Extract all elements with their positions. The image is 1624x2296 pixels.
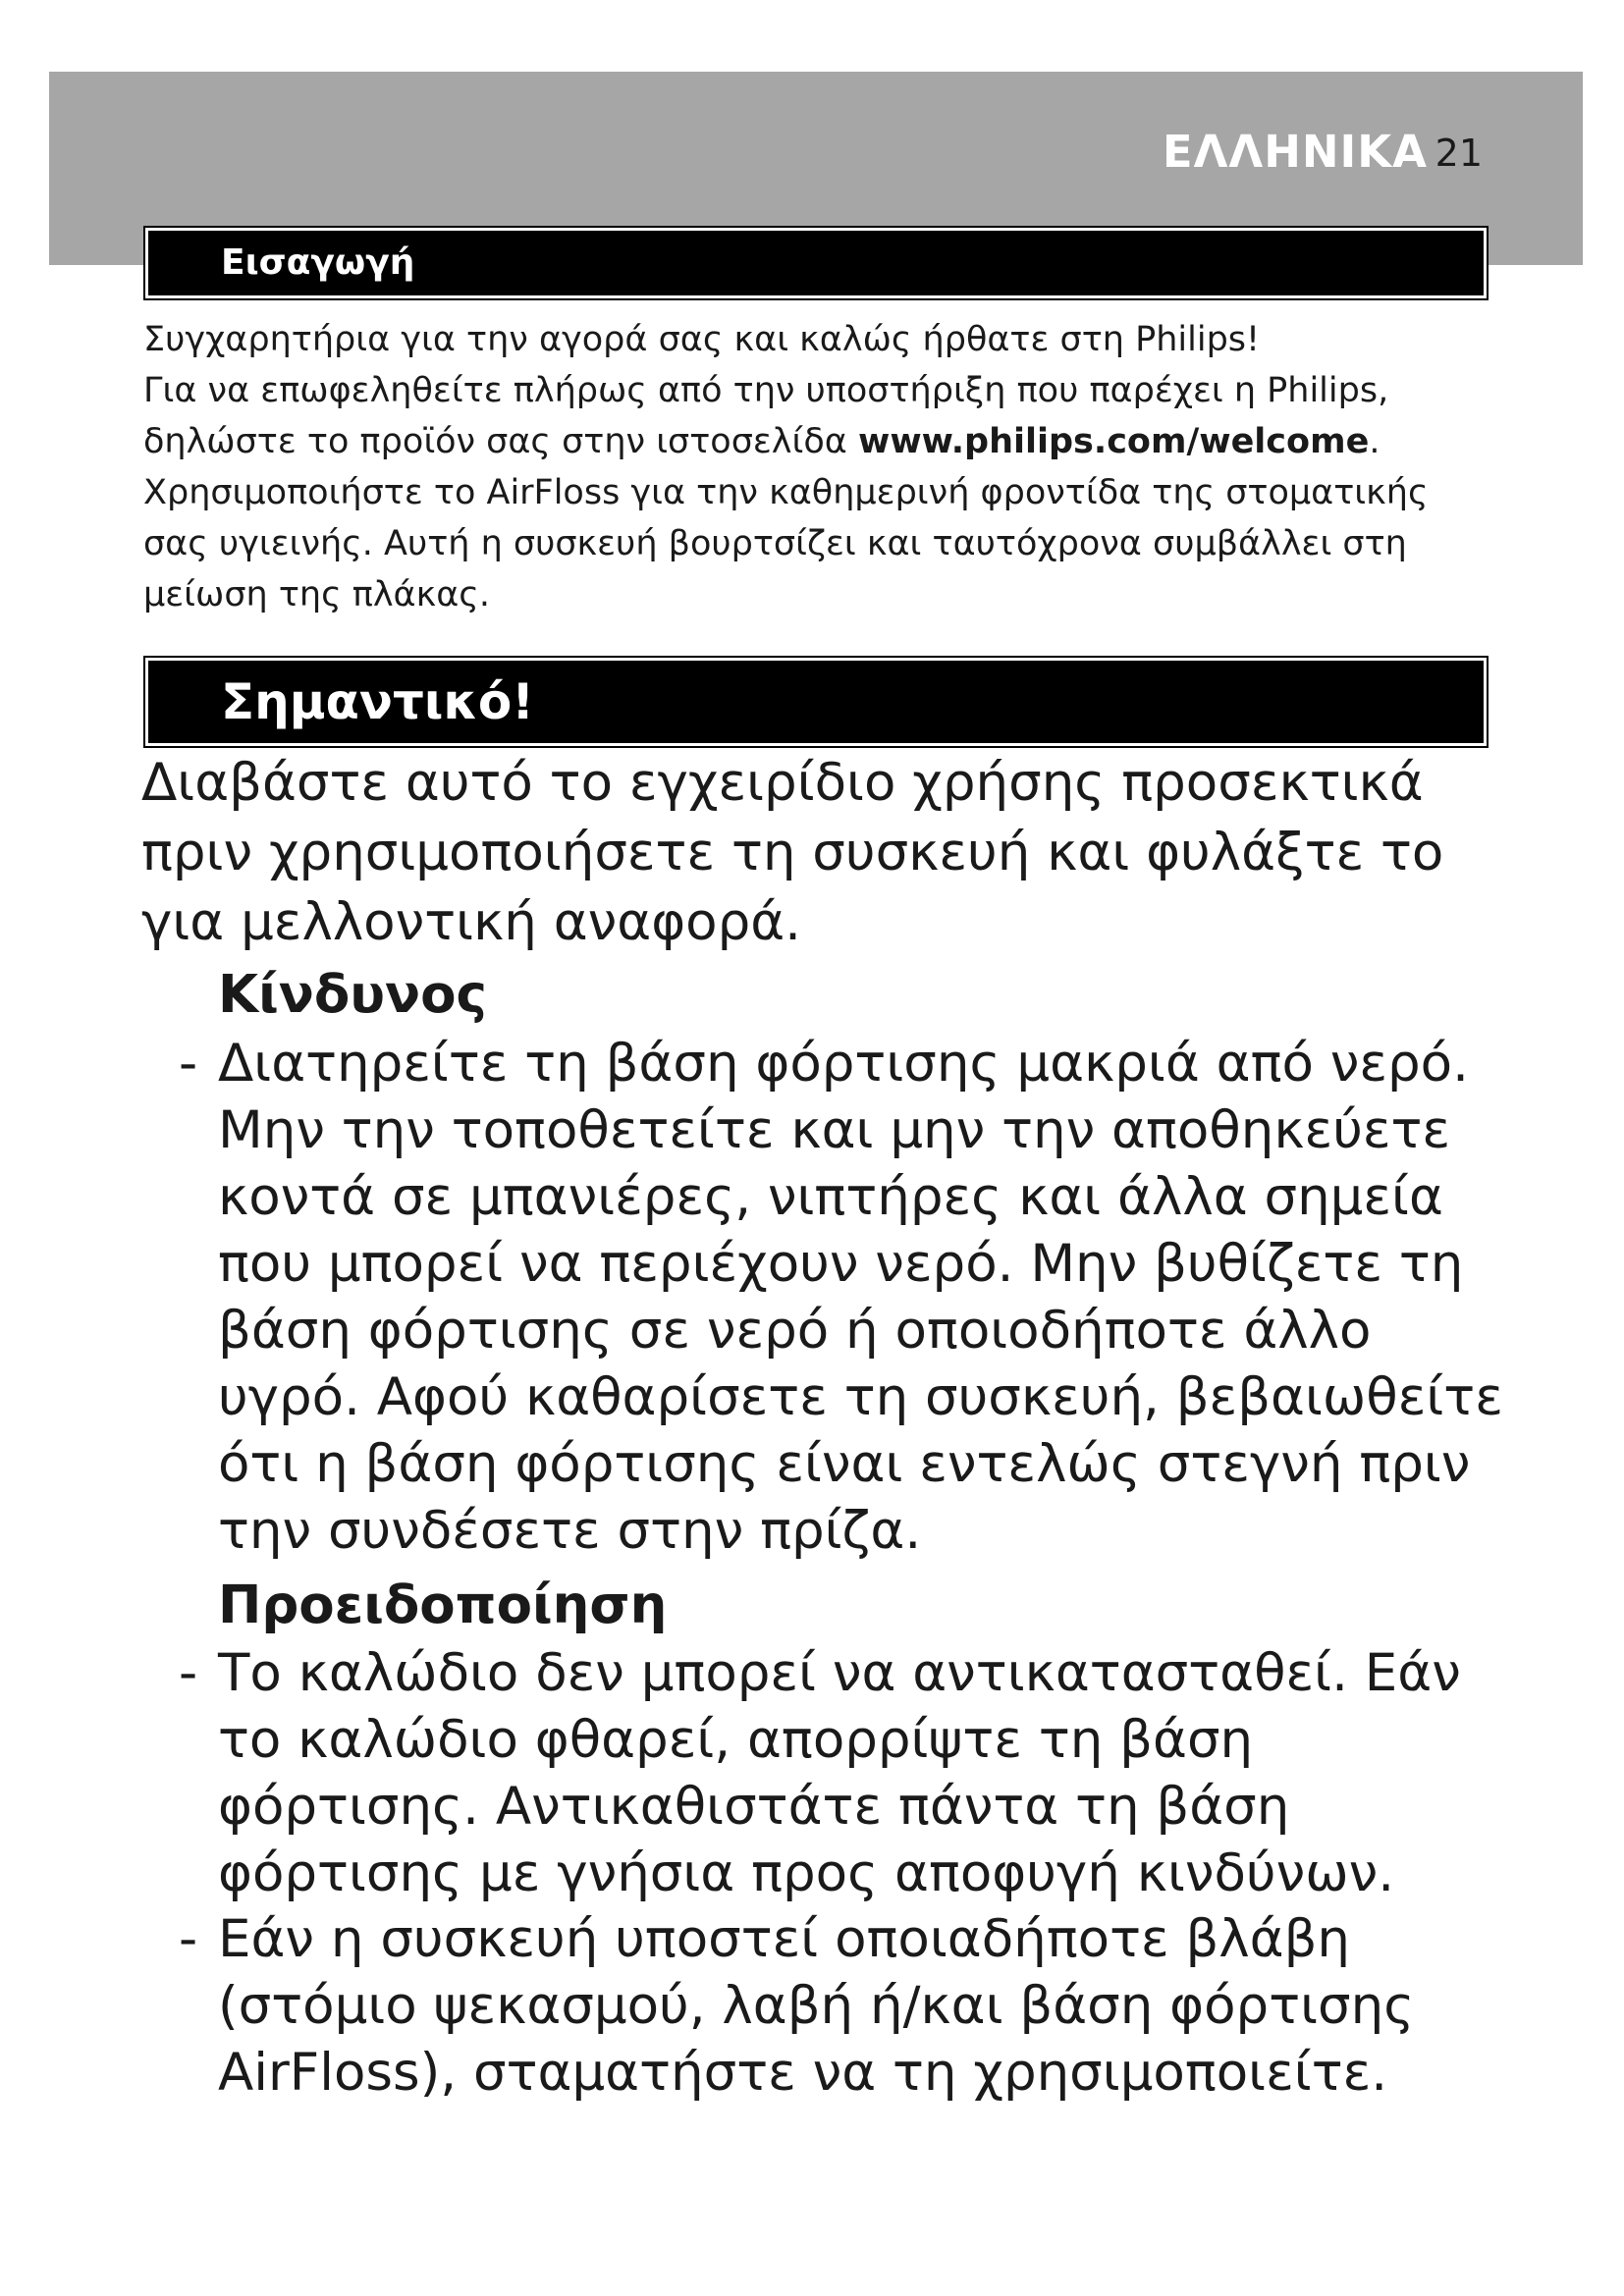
section-heading-important: Σημαντικό! <box>145 658 1487 746</box>
important-lead-text: Διαβάστε αυτό το εγχειρίδιο χρήσης προσεκτικά πριν χρησιμοποιήσετε τη συσκευή και φυλάξτε το για μελλοντική αναφορά. <box>141 753 1444 952</box>
welcome-link[interactable]: www.philips.com/welcome <box>857 422 1370 461</box>
danger-item-text: Διατηρείτε τη βάση φόρτισης μακριά από νερό. Μην την τοποθετείτε και μην την αποθηκεύετε κοντά σε μπανιέρες, νιπτήρες και άλλα σημεία που μπορεί να περιέχουν νερό. Μην βυθίζετε τη βάση φόρτισης σε νερό ή οποιοδήποτε άλλο υγρό. Αφού καθαρίσετε τη συσκευή, βεβαιωθείτε ότι η βάση φόρτισης είναι εντελώς στεγνή πριν την συνδέσετε στην πρίζα. <box>218 1034 1503 1561</box>
intro-line <box>143 365 1498 467</box>
dash-marker: - <box>179 1909 198 1969</box>
warning-item <box>179 1640 1506 1907</box>
warning-item <box>179 1906 1506 2107</box>
intro-text-fragment: Για να επωφεληθείτε πλήρως από την υποστήριξη που παρέχει η Philips, δηλώστε το προϊόν σας στην ιστοσελίδα <box>143 371 1389 461</box>
dash-marker: - <box>179 1643 198 1703</box>
section-heading-intro: Εισαγωγή <box>145 228 1487 298</box>
intro-line: Χρησιμοποιήστε το AirFloss για την καθημερινή φροντίδα της στοματικής σας υγιεινής. Αυτή η συσκευή βουρτσίζει και ταυτόχρονα συμβάλλει στη μείωση της πλάκας. <box>143 473 1429 614</box>
danger-item <box>179 1031 1506 1565</box>
dash-marker: - <box>179 1034 198 1094</box>
intro-text-fragment: . <box>1369 422 1380 461</box>
page-number: 21 <box>1435 132 1483 175</box>
intro-paragraph <box>143 314 1498 620</box>
warning-item-text: Εάν η συσκευή υποστεί οποιαδήποτε βλάβη (στόμιο ψεκασμού, λαβή ή/και βάση φόρτισης AirFloss), σταματήστε να τη χρησιμοποιείτε. <box>218 1909 1415 2103</box>
intro-line: Συγχαρητήρια για την αγορά σας και καλώς ήρθατε στη Philips! <box>143 320 1261 359</box>
language-label: ΕΛΛΗΝΙΚΑ <box>1162 126 1428 178</box>
warning-heading: Προειδοποίηση <box>218 1575 668 1635</box>
danger-heading: Κίνδυνος <box>218 965 487 1025</box>
warning-item-text: Το καλώδιο δεν μπορεί να αντικατασταθεί. Εάν το καλώδιο φθαρεί, απορρίψτε τη βάση φόρτισης. Αντικαθιστάτε πάντα τη βάση φόρτισης με γνήσια προς αποφυγή κινδύνων. <box>218 1643 1461 1903</box>
